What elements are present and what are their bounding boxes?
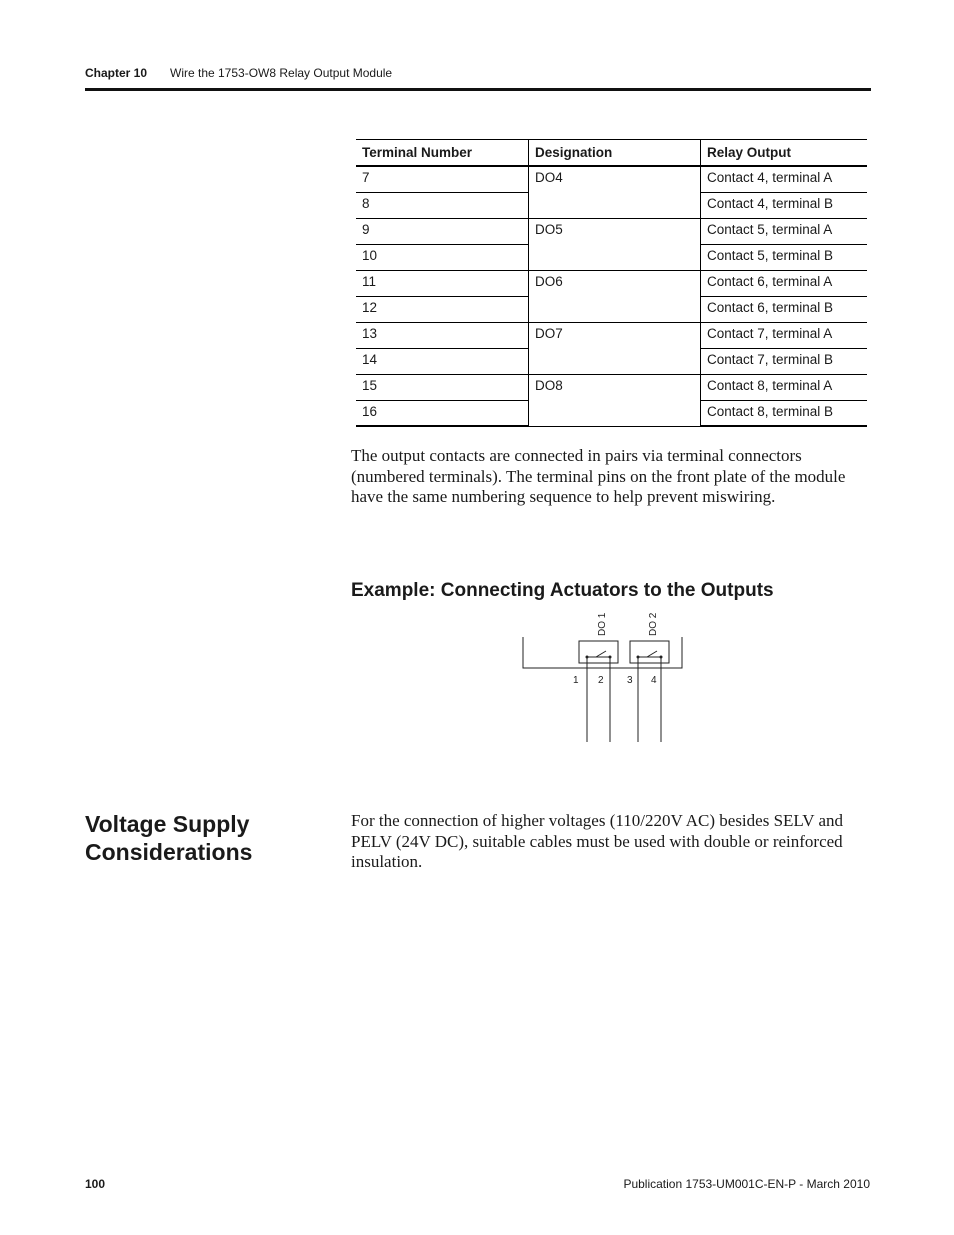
terminal-cell: 10 [356,244,529,270]
designation-cell: DO6 [529,270,701,322]
relay-switch-blade [647,651,657,657]
terminal-cell: 8 [356,192,529,218]
chapter-label: Chapter 10 [85,66,148,80]
table-row [356,322,867,348]
terminal-cell: 14 [356,348,529,374]
column-header: Relay Output [701,140,868,167]
column-header: Designation [529,140,701,167]
relay-switch-blade [596,651,606,657]
designation-cell: DO7 [529,322,701,374]
relay-box-do2 [630,641,669,663]
table-row [356,374,867,400]
terminal-cell: 13 [356,322,529,348]
table-row [356,270,867,296]
output-cell: Contact 5, terminal A [701,218,868,244]
wiring-diagram [520,606,690,746]
contact-dot [637,656,640,659]
chapter-title: Wire the 1753-OW8 Relay Output Module [170,66,393,80]
publication-info: Publication 1753-UM001C-EN-P - March 2010 [623,1177,870,1191]
designation-cell: DO8 [529,374,701,426]
output-cell: Contact 8, terminal B [701,400,868,426]
output-cell: Contact 6, terminal A [701,270,868,296]
output-cell: Contact 5, terminal B [701,244,868,270]
output-cell: Contact 7, terminal A [701,322,868,348]
section-heading-line: Voltage Supply [85,811,250,837]
column-header: Terminal Number [356,140,529,167]
section-heading [85,810,252,866]
terminal-number-label: 1 [573,675,579,686]
table-header-row [356,140,867,167]
terminal-number-label: 4 [651,675,657,686]
section-heading-line: Considerations [85,839,253,865]
output-cell: Contact 7, terminal B [701,348,868,374]
relay-label-do1: DO 1 [597,612,608,636]
page-number: 100 [85,1177,106,1191]
terminal-number-label: 3 [627,675,633,686]
voltage-paragraph: For the connection of higher voltages (110/220V AC) besides SELV and PELV (24V DC), suitable cables must be used with double or reinforced insulation. [351,811,843,872]
designation-cell: DO4 [529,166,701,218]
table-row [356,218,867,244]
contact-dot [609,656,612,659]
terminal-cell: 7 [356,166,529,192]
output-cell: Contact 8, terminal A [701,374,868,400]
terminal-cell: 11 [356,270,529,296]
relay-box-do1 [579,641,618,663]
output-cell: Contact 4, terminal B [701,192,868,218]
example-heading: Example: Connecting Actuators to the Outputs [351,580,774,601]
contact-dot [586,656,589,659]
designation-cell: DO5 [529,218,701,270]
terminal-cell: 9 [356,218,529,244]
contact-dot [660,656,663,659]
terminal-cell: 12 [356,296,529,322]
output-cell: Contact 6, terminal B [701,296,868,322]
header-rule [85,88,871,91]
terminal-cell: 15 [356,374,529,400]
terminal-cell: 16 [356,400,529,426]
contacts-paragraph: The output contacts are connected in pairs via terminal connectors (numbered terminals). The terminal pins on the front plate of the module have the same numbering sequence to help prevent miswiring. [351,446,846,507]
relay-label-do2: DO 2 [648,612,659,636]
table-row [356,166,867,192]
output-cell: Contact 4, terminal A [701,166,868,192]
terminal-number-label: 2 [598,675,604,686]
terminal-table [356,139,867,427]
